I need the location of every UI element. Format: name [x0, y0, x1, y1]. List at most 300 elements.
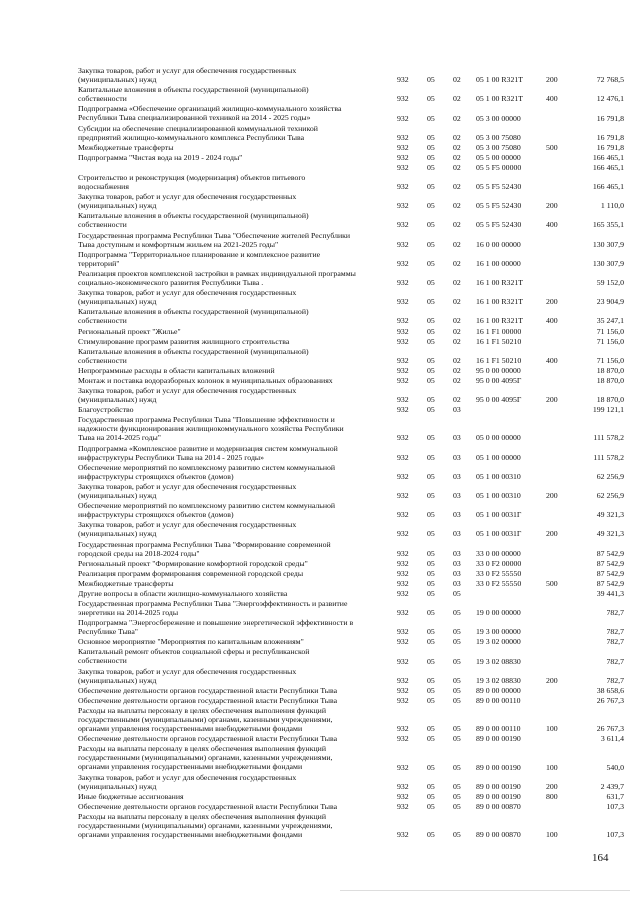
row-name — [78, 143, 396, 152]
col-sum: 18 870,0 — [596, 365, 624, 375]
col-sum: 166 465,1 — [592, 182, 624, 192]
col-grbs: 932 — [397, 355, 409, 365]
row-name-line: государственными (муниципальными) органами, казенными учреждениями, — [78, 714, 333, 724]
col-csr: 33 0 00 00000 — [476, 548, 521, 558]
col-csr: 05 5 F5 00000 — [476, 162, 522, 172]
row-name-line: Капитальные вложения в объекты государственной (муниципальной) — [78, 346, 309, 356]
col-csr: 05 5 F5 52430 — [476, 220, 522, 230]
col-grbs: 932 — [397, 297, 409, 307]
row-name-line: Тыва доступным и комфортным жильем на 2021-2025 годы" — [78, 239, 279, 249]
col-csr: 05 1 00 00000 — [476, 452, 521, 462]
col-grbs: 932 — [397, 182, 409, 192]
row-name-line: Межбюджетные трансферты — [78, 578, 174, 588]
row-name-line: собственности — [78, 355, 127, 365]
col-pr: 02 — [453, 201, 461, 211]
col-vr: 100 — [546, 724, 558, 734]
col-rz: 05 — [427, 801, 435, 811]
row-name-line: собственности — [78, 220, 127, 230]
col-rz: 05 — [427, 510, 435, 520]
col-grbs: 932 — [397, 239, 409, 249]
col-sum: 166 465,1 — [592, 162, 624, 172]
col-grbs: 932 — [397, 801, 409, 811]
row-name-line: Закупка товаров, работ и услуг для обеспечения государственных — [78, 520, 297, 530]
row-name — [78, 153, 396, 162]
row-name — [78, 482, 396, 500]
row-name — [78, 337, 396, 346]
col-pr: 03 — [453, 558, 461, 568]
col-grbs: 932 — [397, 695, 409, 705]
row-name-line: Закупка товаров, работ и услуг для обеспечения государственных — [78, 288, 297, 298]
row-name-line: Закупка товаров, работ и услуг для обеспечения государственных — [78, 385, 297, 395]
row-name — [78, 288, 396, 306]
col-vr: 200 — [546, 529, 558, 539]
row-name-line: (муниципальных) нужд — [78, 781, 157, 791]
col-sum: 3 611,4 — [600, 734, 624, 744]
col-pr: 03 — [453, 471, 461, 481]
col-grbs: 932 — [397, 830, 409, 840]
col-csr: 89 0 00 00000 — [476, 685, 521, 695]
row-name — [78, 569, 396, 578]
col-grbs: 932 — [397, 258, 409, 268]
row-name — [78, 173, 396, 191]
col-grbs: 932 — [397, 491, 409, 501]
col-sum: 782,7 — [606, 637, 624, 647]
row-name — [78, 792, 396, 801]
col-grbs: 932 — [397, 162, 409, 172]
row-name-line: Капитальные вложения в объекты государственной (муниципальной) — [78, 211, 309, 221]
row-name-line: Республике Тыва" — [78, 627, 138, 637]
col-csr: 16 1 00 00000 — [476, 258, 521, 268]
col-pr: 05 — [453, 781, 461, 791]
col-rz: 05 — [427, 791, 435, 801]
col-csr: 33 0 F2 55550 — [476, 568, 522, 578]
row-name-line: Региональный проект "Жилье" — [78, 326, 181, 336]
col-pr: 03 — [453, 452, 461, 462]
col-sum: 12 476,1 — [596, 94, 624, 104]
col-grbs: 932 — [397, 637, 409, 647]
col-csr: 19 3 02 00000 — [476, 637, 521, 647]
row-name — [78, 706, 396, 733]
row-name-line: инфраструктуры строящихся объектов (домов) — [78, 471, 234, 481]
col-vr: 800 — [546, 791, 558, 801]
col-grbs: 932 — [397, 608, 409, 618]
row-name — [78, 812, 396, 839]
col-csr: 89 0 00 00110 — [476, 724, 521, 734]
col-sum: 16 791,8 — [596, 132, 624, 142]
col-sum: 165 355,1 — [592, 220, 624, 230]
row-name-line: органами управления государственными внебюджетными фондами — [78, 829, 303, 839]
col-rz: 05 — [427, 675, 435, 685]
col-grbs: 932 — [397, 405, 409, 415]
col-csr: 05 5 F5 52430 — [476, 201, 522, 211]
col-pr: 03 — [453, 529, 461, 539]
col-pr: 05 — [453, 762, 461, 772]
col-sum: 87 542,9 — [596, 548, 624, 558]
col-pr: 02 — [453, 258, 461, 268]
col-sum: 26 767,3 — [596, 724, 624, 734]
row-name-line: Обеспечение деятельности органов государственной власти Республики Тыва — [78, 801, 338, 811]
col-sum: 107,3 — [606, 801, 624, 811]
col-grbs: 932 — [397, 452, 409, 462]
row-name-line: Реализация программ формирования современной городской среды — [78, 568, 304, 578]
row-name-line: Государственная программа Республики Тыва "Обеспечение жителей Республики — [78, 230, 351, 240]
col-grbs: 932 — [397, 578, 409, 588]
col-grbs: 932 — [397, 724, 409, 734]
col-sum: 62 256,9 — [596, 471, 624, 481]
row-name-line: Межбюджетные трансферты — [78, 142, 174, 152]
col-grbs: 932 — [397, 656, 409, 666]
col-csr: 95 0 00 4095Г — [476, 395, 522, 405]
row-name-line: (муниципальных) нужд — [78, 529, 157, 539]
col-sum: 111 578,2 — [593, 433, 624, 443]
col-pr: 02 — [453, 355, 461, 365]
row-name-line: Субсидии на обеспечение специализированной коммунальной техникой — [78, 123, 318, 133]
row-name-line: Монтаж и поставка водоразборных колонок в муниципальных образованиях — [78, 375, 333, 385]
row-name — [78, 589, 396, 598]
row-name — [78, 192, 396, 210]
row-name — [78, 85, 396, 103]
col-vr: 100 — [546, 762, 558, 772]
col-rz: 05 — [427, 762, 435, 772]
col-rz: 05 — [427, 627, 435, 637]
col-grbs: 932 — [397, 94, 409, 104]
row-name-line: государственными (муниципальными) органами, казенными учреждениями, — [78, 820, 333, 830]
row-name-line: инфраструктуры строящихся объектов (домов) — [78, 510, 234, 520]
col-csr: 89 0 00 00190 — [476, 734, 521, 744]
col-pr: 02 — [453, 94, 461, 104]
row-name-line: Закупка товаров, работ и услуг для обеспечения государственных — [78, 192, 297, 202]
col-grbs: 932 — [397, 762, 409, 772]
col-csr: 05 1 00 00310 — [476, 471, 521, 481]
col-sum: 71 156,0 — [596, 355, 624, 365]
col-rz: 05 — [427, 220, 435, 230]
col-sum: 87 542,9 — [596, 578, 624, 588]
col-vr: 400 — [546, 316, 558, 326]
row-name — [78, 579, 396, 588]
col-rz: 05 — [427, 433, 435, 443]
col-sum: 49 321,3 — [596, 510, 624, 520]
col-pr: 03 — [453, 548, 461, 558]
row-name — [78, 327, 396, 336]
col-sum: 782,7 — [606, 608, 624, 618]
col-csr: 05 1 00 00310 — [476, 491, 521, 501]
row-name-line: Обеспечение мероприятий по комплексному развитию систем коммунальной — [78, 501, 336, 511]
row-name-line: Государственная программа Республики Тыва "Формирование современной — [78, 539, 331, 549]
col-grbs: 932 — [397, 791, 409, 801]
col-rz: 05 — [427, 113, 435, 123]
col-csr: 89 0 00 00870 — [476, 801, 521, 811]
col-rz: 05 — [427, 724, 435, 734]
col-pr: 02 — [453, 75, 461, 85]
row-name — [78, 696, 396, 705]
row-name — [78, 599, 396, 617]
col-vr: 400 — [546, 94, 558, 104]
row-name-line: (муниципальных) нужд — [78, 394, 157, 404]
row-name-line: (муниципальных) нужд — [78, 201, 157, 211]
col-vr: 500 — [546, 578, 558, 588]
col-rz: 05 — [427, 558, 435, 568]
col-rz: 05 — [427, 830, 435, 840]
col-pr: 05 — [453, 801, 461, 811]
col-rz: 05 — [427, 152, 435, 162]
row-name — [78, 540, 396, 558]
row-name-line: Региональный проект "Формирование комфортной городской среды" — [78, 558, 308, 568]
col-sum: 540,0 — [606, 762, 624, 772]
col-pr: 02 — [453, 182, 461, 192]
col-sum: 18 870,0 — [596, 375, 624, 385]
col-rz: 05 — [427, 336, 435, 346]
col-vr: 400 — [546, 220, 558, 230]
row-name-line: Закупка товаров, работ и услуг для обеспечения государственных — [78, 66, 297, 75]
col-csr: 19 3 02 08830 — [476, 656, 521, 666]
row-name-line: территорий" — [78, 258, 120, 268]
row-name-line: Подпрограмма «Обеспечение организаций жилищно-коммунального хозяйства — [78, 104, 342, 114]
row-name-line: Подпрограмма «Комплексное развитие и модернизация систем коммунальной — [78, 443, 338, 453]
row-name — [78, 231, 396, 249]
col-pr: 02 — [453, 239, 461, 249]
row-name-line: социально-экономического развития Республики Тыва . — [78, 277, 264, 287]
col-grbs: 932 — [397, 685, 409, 695]
col-vr: 200 — [546, 395, 558, 405]
col-pr: 02 — [453, 278, 461, 288]
row-name-line: Благоустройство — [78, 405, 134, 415]
row-name-line: Стимулирование программ развития жилищного строительства — [78, 336, 290, 346]
col-pr: 02 — [453, 152, 461, 162]
row-name-line: городской среды на 2018-2024 годы" — [78, 548, 200, 558]
col-sum: 782,7 — [606, 627, 624, 637]
col-rz: 05 — [427, 201, 435, 211]
col-pr: 02 — [453, 395, 461, 405]
col-grbs: 932 — [397, 734, 409, 744]
col-rz: 05 — [427, 656, 435, 666]
col-grbs: 932 — [397, 201, 409, 211]
row-name-line: надежности функционирования жилищнокоммунального хозяйства Республики — [78, 424, 344, 434]
col-pr: 02 — [453, 336, 461, 346]
row-name-line: энергетики на 2014-2025 годы — [78, 607, 179, 617]
col-pr: 02 — [453, 220, 461, 230]
row-name-line: (муниципальных) нужд — [78, 75, 157, 84]
col-sum: 166 465,1 — [592, 152, 624, 162]
row-name — [78, 559, 396, 568]
col-csr: 89 0 00 00190 — [476, 791, 521, 801]
col-rz: 05 — [427, 239, 435, 249]
col-rz: 05 — [427, 471, 435, 481]
col-sum: 72 768,5 — [596, 75, 624, 85]
col-pr: 05 — [453, 685, 461, 695]
col-csr: 05 5 F5 52430 — [476, 182, 522, 192]
col-pr: 02 — [453, 316, 461, 326]
col-sum: 2 439,7 — [600, 781, 624, 791]
col-sum: 199 121,1 — [592, 405, 624, 415]
col-pr: 02 — [453, 142, 461, 152]
row-name — [78, 366, 396, 375]
col-rz: 05 — [427, 568, 435, 578]
col-csr: 16 1 00 R321T — [476, 278, 523, 288]
col-rz: 05 — [427, 375, 435, 385]
col-rz: 05 — [427, 491, 435, 501]
col-grbs: 932 — [397, 471, 409, 481]
col-pr: 03 — [453, 568, 461, 578]
col-sum: 1 110,0 — [600, 201, 624, 211]
col-rz: 05 — [427, 588, 435, 598]
col-sum: 71 156,0 — [596, 326, 624, 336]
col-sum: 62 256,9 — [596, 491, 624, 501]
row-name — [78, 405, 396, 414]
col-vr: 200 — [546, 491, 558, 501]
col-rz: 05 — [427, 529, 435, 539]
row-name-line: Другие вопросы в области жилищно-коммунального хозяйства — [78, 588, 288, 598]
col-pr: 05 — [453, 588, 461, 598]
col-csr: 89 0 00 00190 — [476, 781, 521, 791]
col-grbs: 932 — [397, 548, 409, 558]
row-name — [78, 124, 396, 142]
col-pr: 05 — [453, 656, 461, 666]
col-csr: 95 0 00 4095Г — [476, 375, 522, 385]
row-name — [78, 667, 396, 685]
col-csr: 16 1 F1 00000 — [476, 326, 522, 336]
row-name-line: Подпрограмма "Территориальное планирование и комплексное развитие — [78, 249, 321, 259]
col-grbs: 932 — [397, 395, 409, 405]
row-name — [78, 307, 396, 325]
row-name-line: Подпрограмма "Энергосбережение и повышение энергетической эффективности в — [78, 618, 354, 628]
col-sum: 59 152,0 — [596, 278, 624, 288]
row-name-line: Расходы на выплаты персоналу в целях обеспечения выполнения функций — [78, 705, 327, 715]
col-grbs: 932 — [397, 316, 409, 326]
col-sum: 26 767,3 — [596, 695, 624, 705]
col-pr: 02 — [453, 365, 461, 375]
row-name — [78, 773, 396, 791]
row-name-line: водоснабжения — [78, 181, 129, 191]
col-csr: 16 1 00 R321T — [476, 297, 523, 307]
col-rz: 05 — [427, 637, 435, 647]
col-pr: 05 — [453, 724, 461, 734]
col-grbs: 932 — [397, 558, 409, 568]
col-sum: 782,7 — [606, 675, 624, 685]
col-grbs: 932 — [397, 588, 409, 598]
row-name — [78, 66, 396, 84]
col-grbs: 932 — [397, 113, 409, 123]
col-sum: 130 307,9 — [592, 239, 624, 249]
col-pr: 03 — [453, 510, 461, 520]
col-rz: 05 — [427, 278, 435, 288]
col-grbs: 932 — [397, 278, 409, 288]
col-csr: 89 0 00 00110 — [476, 695, 521, 705]
row-name-line: (муниципальных) нужд — [78, 297, 157, 307]
col-sum: 107,3 — [606, 830, 624, 840]
col-rz: 05 — [427, 365, 435, 375]
row-name-line: инфраструктуры Республики Тыва на 2014 - 2025 годы» — [78, 452, 265, 462]
col-pr: 02 — [453, 113, 461, 123]
col-csr: 05 1 00 0031Г — [476, 510, 522, 520]
col-sum: 631,7 — [606, 791, 624, 801]
row-name — [78, 501, 396, 519]
row-name-line: Капитальные вложения в объекты государственной (муниципальной) — [78, 307, 309, 317]
col-sum: 71 156,0 — [596, 336, 624, 346]
col-csr: 16 1 F1 50210 — [476, 355, 522, 365]
col-csr: 95 0 00 00000 — [476, 365, 521, 375]
col-csr: 89 0 00 00870 — [476, 830, 521, 840]
col-rz: 05 — [427, 578, 435, 588]
row-name — [78, 211, 396, 229]
col-rz: 05 — [427, 781, 435, 791]
row-name-line: собственности — [78, 94, 127, 104]
col-csr: 05 3 00 75080 — [476, 132, 521, 142]
col-csr: 05 3 00 75080 — [476, 142, 521, 152]
col-csr: 16 1 F1 50210 — [476, 336, 522, 346]
col-csr: 33 0 F2 00000 — [476, 558, 522, 568]
col-pr: 02 — [453, 297, 461, 307]
col-pr: 02 — [453, 162, 461, 172]
row-name-line: Обеспечение деятельности органов государственной власти Республики Тыва — [78, 685, 338, 695]
row-name-line: Закупка товаров, работ и услуг для обеспечения государственных — [78, 481, 297, 491]
col-pr: 03 — [453, 578, 461, 588]
col-pr: 02 — [453, 375, 461, 385]
col-rz: 05 — [427, 75, 435, 85]
row-name — [78, 269, 396, 287]
col-rz: 05 — [427, 142, 435, 152]
row-name-line: Основное мероприятие "Мероприятия по капитальным вложениям" — [78, 637, 304, 647]
row-name — [78, 376, 396, 385]
row-name-line: Иные бюджетные ассигнования — [78, 791, 184, 801]
col-csr: 89 0 00 00190 — [476, 762, 521, 772]
row-name — [78, 415, 396, 442]
row-name-line: Закупка товаров, работ и услуг для обеспечения государственных — [78, 666, 297, 676]
col-vr: 200 — [546, 201, 558, 211]
row-name-line: государственными (муниципальными) органами, казенными учреждениями, — [78, 753, 333, 763]
col-grbs: 932 — [397, 510, 409, 520]
col-grbs: 932 — [397, 375, 409, 385]
col-grbs: 932 — [397, 152, 409, 162]
col-csr: 05 1 00 0031Г — [476, 529, 522, 539]
row-name — [78, 347, 396, 365]
row-name — [78, 444, 396, 462]
row-name-line: Капитальные вложения в объекты государственной (муниципальной) — [78, 85, 309, 95]
col-pr: 05 — [453, 734, 461, 744]
col-sum: 16 791,8 — [596, 113, 624, 123]
page-number: 164 — [592, 852, 609, 864]
col-grbs: 932 — [397, 75, 409, 85]
row-name — [78, 734, 396, 743]
col-rz: 05 — [427, 395, 435, 405]
row-name — [78, 618, 396, 636]
row-name-line: органами управления государственными внебюджетными фондами — [78, 762, 303, 772]
row-name-line: Обеспечение мероприятий по комплексному развитию систем коммунальной — [78, 462, 336, 472]
row-name-line: Обеспечение деятельности органов государственной власти Республики Тыва — [78, 695, 338, 705]
col-rz: 05 — [427, 355, 435, 365]
row-name — [78, 104, 396, 122]
col-csr: 19 3 00 00000 — [476, 627, 521, 637]
col-pr: 05 — [453, 608, 461, 618]
col-rz: 05 — [427, 405, 435, 415]
col-pr: 05 — [453, 627, 461, 637]
col-pr: 03 — [453, 405, 461, 415]
col-rz: 05 — [427, 162, 435, 172]
row-name-line: Непрограммные расходы в области капитальных вложений — [78, 365, 275, 375]
col-vr: 200 — [546, 781, 558, 791]
col-csr: 05 1 00 R321T — [476, 75, 523, 85]
col-csr: 33 0 F2 55550 — [476, 578, 522, 588]
col-grbs: 932 — [397, 781, 409, 791]
row-name-line: Расходы на выплаты персоналу в целях обеспечения выполнения функций — [78, 744, 327, 754]
row-name-line: (муниципальных) нужд — [78, 490, 157, 500]
col-sum: 35 247,1 — [596, 316, 624, 326]
col-rz: 05 — [427, 326, 435, 336]
row-name — [78, 686, 396, 695]
col-sum: 130 307,9 — [592, 258, 624, 268]
col-vr: 200 — [546, 297, 558, 307]
col-pr: 05 — [453, 791, 461, 801]
col-grbs: 932 — [397, 326, 409, 336]
